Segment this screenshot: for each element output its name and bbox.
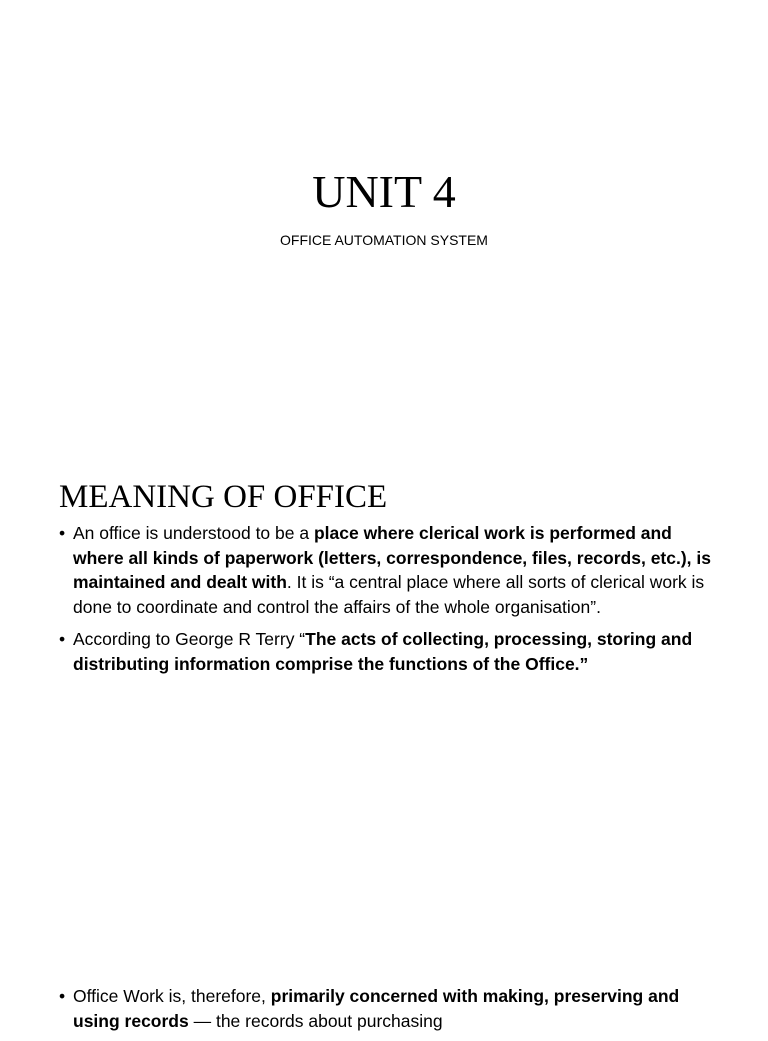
bullet-text: An office is understood to be a (73, 523, 314, 543)
section-heading: MEANING OF OFFICE (59, 479, 388, 515)
bullet-text: — the records about purchasing (188, 1010, 443, 1031)
bullet-text-bold: primarily concerned with making, preserving and using records (73, 986, 680, 1031)
bullet-text-bold: place where clerical work is performed and where all kinds of paperwork (letters, correspondence, files, records, etc.), is maintained and dealt with (73, 523, 711, 592)
bullet-list (59, 521, 711, 684)
bullet-item (59, 521, 711, 619)
bullet-icon: • (59, 523, 66, 543)
bullet-text: According to George R Terry “ (73, 629, 306, 649)
slide-subtitle: OFFICE AUTOMATION SYSTEM (280, 232, 488, 248)
bullet-text: . It is “a central place where all sorts of clerical work is done to coordinate and control the affairs of the whole organisation”. (73, 572, 705, 617)
bullet-text-bold: The acts of collecting, processing, storing and distributing information comprise the functions of the Office.” (73, 629, 693, 674)
bullet-icon: • (59, 986, 66, 1006)
bullet-text: Office Work is, therefore, (73, 986, 271, 1006)
slide-title: UNIT 4 (312, 166, 456, 217)
bullet-icon: • (59, 629, 66, 649)
bullet-item (59, 627, 711, 676)
bullet-list (59, 984, 711, 1041)
bullet-item (59, 984, 711, 1033)
